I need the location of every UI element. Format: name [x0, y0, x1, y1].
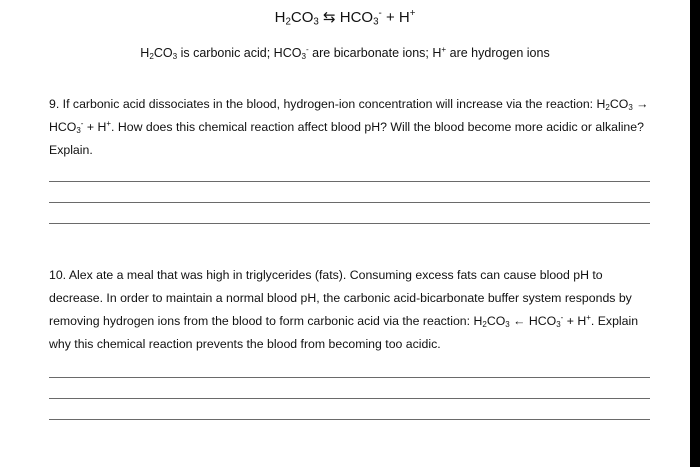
equilibrium-arrow-icon: ⇆ [322, 9, 336, 26]
answer-line[interactable] [49, 202, 650, 203]
answer-line[interactable] [49, 398, 650, 399]
question-9: 9. If carbonic acid dissociates in the blood, hydrogen-ion concentration will increase via the reaction: $H_2CO_3 \to HCO_3^- + H^+$. How does this chemical reaction affect blood pH? Will the blood become more acidic or alkaline? Explain. [49, 97, 649, 157]
answer-line[interactable] [49, 377, 650, 378]
carbonic-acid-equation: $H_2CO_3$ ⇆ $HCO_3^- + H^+$ [274, 8, 416, 28]
answer-line[interactable] [49, 419, 650, 420]
question-10: 10. Alex ate a meal that was high in triglycerides (fats). Consuming excess fats can cause blood pH to decrease. In order to maintain a normal blood pH, the carbonic acid-bicarbonate buffer system responds by removing hydrogen ions from the blood to form carbonic acid via the reaction: $H_2CO_3$ ← $HCO_3^- + H^+$. Explain why this chemical reaction prevents the blood from becoming too acidic. [49, 268, 639, 351]
answer-line[interactable] [49, 181, 650, 182]
term-definitions: $H_2CO_3$ is carbonic acid; $HCO_3^-$ are bicarbonate ions; H+ are hydrogen ions [140, 45, 550, 62]
answer-line[interactable] [49, 223, 650, 224]
